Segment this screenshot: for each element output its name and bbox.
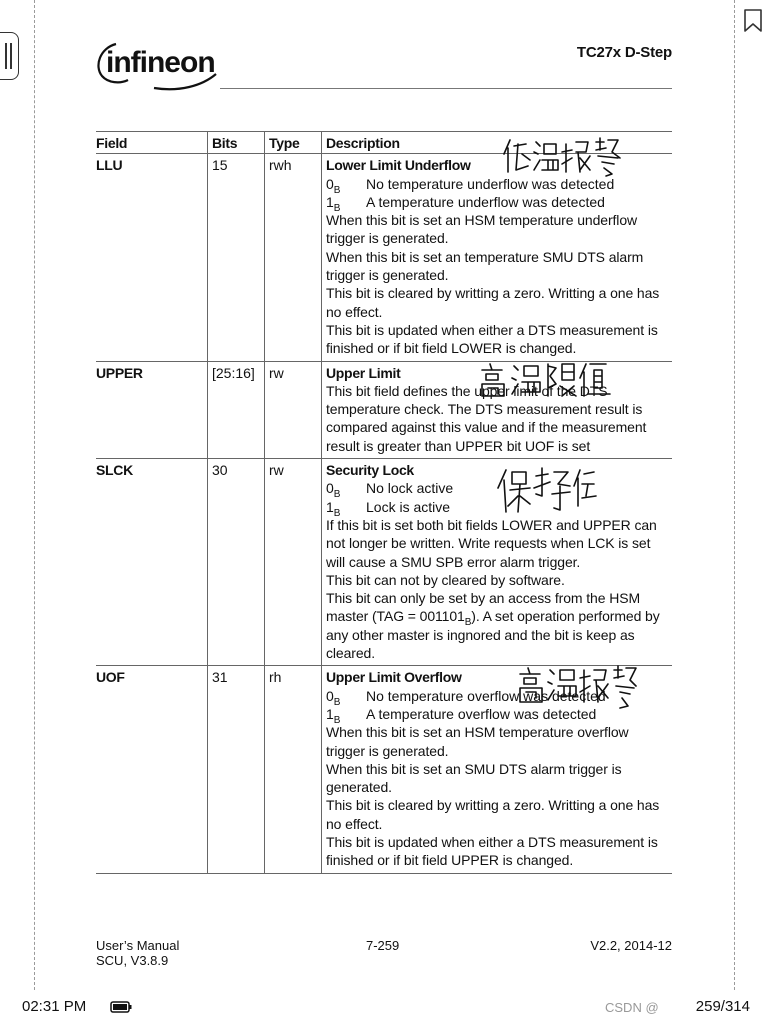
description-paragraph: This bit can not by cleared by software. [326, 571, 565, 588]
field-type: rw [265, 459, 322, 666]
field-bits: 31 [208, 666, 265, 873]
battery-icon [110, 1001, 132, 1013]
enum-value: $1_B$ A temperature overflow was detected [326, 705, 597, 726]
handwritten-annotation-high-temp-limit [478, 360, 614, 400]
description-paragraph: This bit is updated when either a DTS measurement is finished or if bit field LOWER is changed. [326, 321, 658, 357]
field-bits: 15 [208, 154, 265, 361]
table-row-llu [96, 154, 672, 361]
column-header-field: Field [96, 132, 208, 154]
description-paragraph: This bit can only be set by an access from the HSM master $(TAG = 001101_B)$. A set operation performed by any other master is ingnored and the bit is keep as cleared. [326, 590, 660, 662]
description-paragraph: When this bit is set an temperature SMU DTS alarm trigger is generated. [326, 248, 644, 284]
description-paragraph: This bit field defines the upper limit of the DTS temperature check. The DTS measurement result is compared against this value and if the measurement result is greater than UPPER bit UOF is set [326, 382, 647, 454]
reader-page-counter[interactable]: 259/314 [695, 998, 750, 1015]
field-name: UOF [96, 666, 208, 873]
description-paragraph: This bit is updated when either a DTS measurement is finished or if bit field UPPER is changed. [326, 833, 658, 869]
description-paragraph: This bit is cleared by writting a zero. Writting a one has no effect. [326, 285, 660, 320]
status-time: 02:31 PM [22, 998, 87, 1015]
column-header-bits: Bits [208, 132, 265, 154]
enum-value: $1_B$ A temperature underflow was detected [326, 193, 605, 214]
handwritten-annotation-low-temp-alarm [500, 136, 624, 178]
field-name: UPPER [96, 361, 208, 458]
description-title: Lower Limit Underflow [326, 157, 471, 174]
infineon-logo [94, 36, 224, 94]
enum-value: $0_B$ No temperature underflow was detected [326, 175, 615, 196]
footer-manual-info [96, 938, 179, 968]
field-bits: 30 [208, 459, 265, 666]
footer-page-number: 7-259 [366, 938, 400, 953]
description-title: Upper Limit Overflow [326, 669, 462, 686]
footer-manual-title: User’s Manual [96, 938, 180, 953]
field-type: rwh [265, 154, 322, 361]
enum-value: $0_B$ No temperature overflow was detected [326, 687, 606, 708]
column-header-type: Type [265, 132, 322, 154]
side-handle-icon[interactable] [0, 32, 19, 80]
description-paragraph: If this bit is set both bit fields LOWER and UPPER can not longer be written. Write requests when LCK is set will cause a SMU SPB error alarm trigger. [326, 516, 657, 570]
field-type: rh [265, 666, 322, 873]
document-title: TC27x D-Step [576, 44, 672, 61]
field-bits: [25:16] [208, 361, 265, 458]
field-type: rw [265, 361, 322, 458]
enum-value: $1_B$ Lock is active [326, 498, 451, 519]
field-name: SLCK [96, 459, 208, 666]
description-paragraph: When this bit is set an SMU DTS alarm trigger is generated. [326, 760, 622, 796]
description-title: Security Lock [326, 462, 414, 479]
right-margin-guide [734, 0, 735, 990]
header-divider [220, 88, 672, 89]
description-paragraph: When this bit is set an HSM temperature underflow trigger is generated. [326, 212, 638, 247]
csdn-watermark: CSDN @ [605, 1000, 659, 1015]
field-name: LLU [96, 154, 208, 361]
bookmark-icon[interactable] [742, 8, 764, 34]
description-paragraph: When this bit is set an HSM temperature overflow trigger is generated. [326, 724, 629, 759]
svg-text:infineon: infineon [106, 46, 215, 79]
footer-manual-version: SCU, V3.8.9 [96, 953, 169, 968]
handwritten-annotation-keep-value [496, 466, 598, 516]
left-margin-guide [34, 0, 35, 990]
description-title: Upper Limit [326, 364, 401, 381]
footer-document-version: V2.2, 2014-12 [590, 938, 672, 953]
field-description [322, 154, 673, 361]
description-paragraph: This bit is cleared by writting a zero. Writting a one has no effect. [326, 797, 660, 832]
handwritten-annotation-high-temp-alarm [516, 664, 638, 710]
column-header-description: Description [322, 132, 673, 154]
enum-value: $0_B$ No lock active [326, 480, 454, 501]
